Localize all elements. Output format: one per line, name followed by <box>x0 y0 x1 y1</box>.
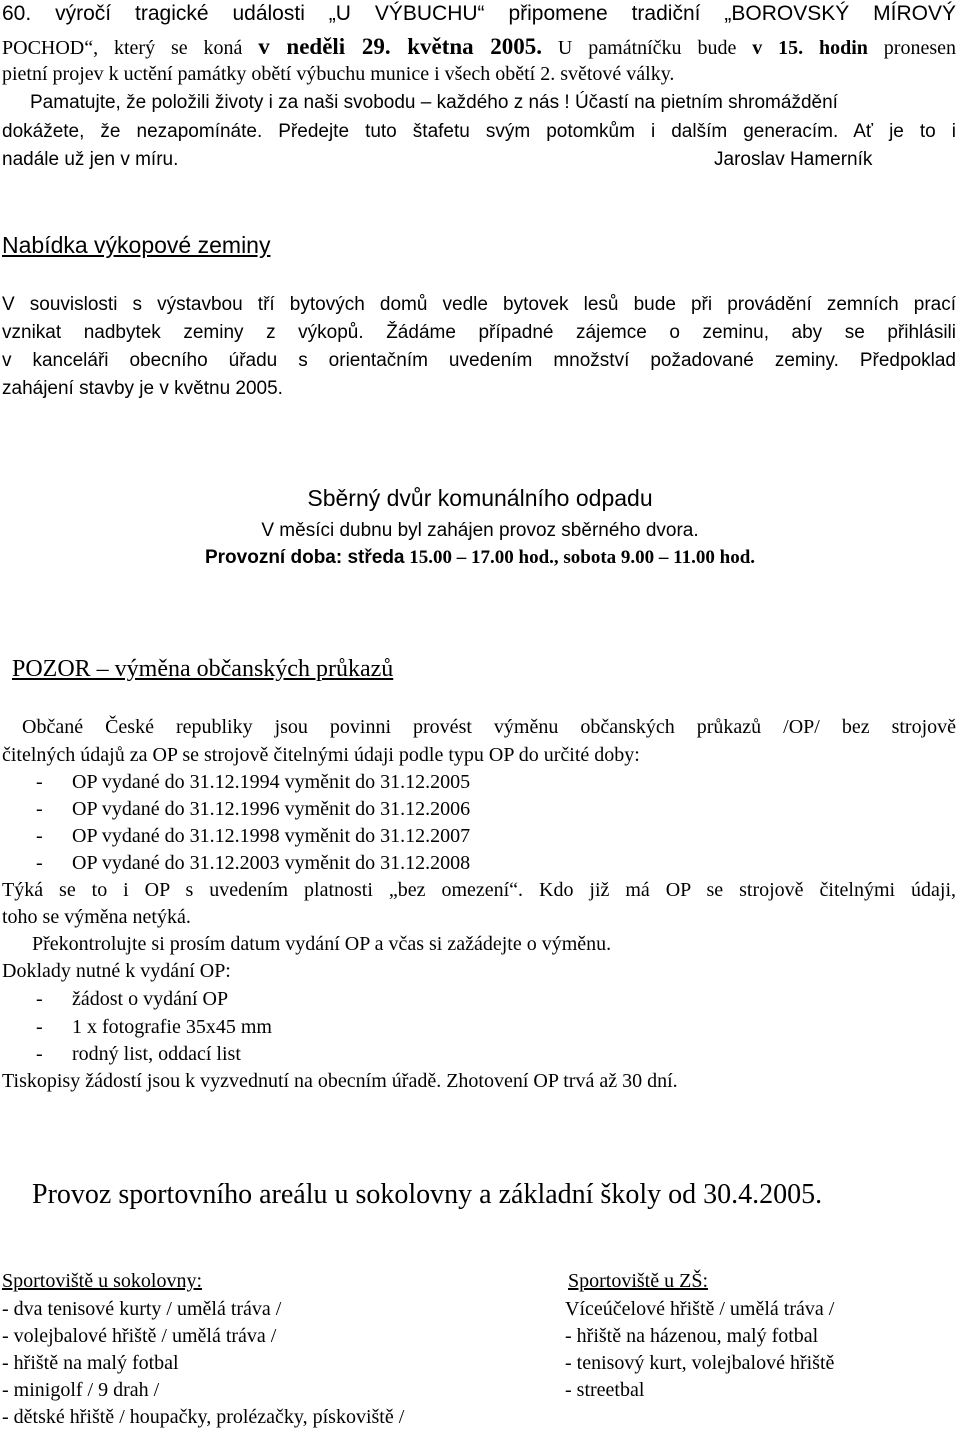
deadline-text: OP vydané do 31.12.1994 vyměnit do 31.12.2005 <box>72 771 471 793</box>
sokolovna-item: - dva tenisové kurty / umělá tráva / <box>2 1298 282 1320</box>
waste-hours <box>0 547 960 569</box>
sokolovna-item: - minigolf / 9 drah / <box>2 1379 160 1401</box>
sokolovna-item: - hřiště na malý fotbal <box>2 1352 179 1374</box>
deadline-text: OP vydané do 31.12.1996 vyměnit do 31.12.2006 <box>72 798 471 820</box>
waste-heading: Sběrný dvůr komunálního odpadu <box>307 485 653 511</box>
explosion-line-6: nadále už jen v míru. <box>2 149 179 170</box>
zs-heading: Sportoviště u ZŠ: <box>568 1270 709 1292</box>
soil-line-4: zahájení stavby je v květnu 2005. <box>2 378 283 399</box>
sokolovna-item: - dětské hřiště / houpačky, prolézačky, pískoviště / <box>2 1406 405 1428</box>
ceremony-time: v 15. hodin <box>752 37 868 59</box>
list-dash: - <box>36 798 43 820</box>
doc-text: žádost o vydání OP <box>72 988 229 1010</box>
deadline-item <box>36 852 470 875</box>
soil-line-2: vznikat nadbytek zeminy z výkopů. Žádáme případné zájemce o zeminu, aby se přihlásili <box>2 322 956 343</box>
waste-line-1: V měsíci dubnu byl zahájen provoz sběrného dvora. <box>261 520 699 541</box>
waste-hours-values: 15.00 – 17.00 hod., sobota 9.00 – 11.00 hod. <box>404 547 756 568</box>
explosion-line-3: pietní projev k uctění památky obětí výbuchu munice i všech obětí 2. světové války. <box>2 63 675 85</box>
docs-heading: Doklady nutné k vydání OP: <box>2 960 231 982</box>
doc-text: 1 x fotografie 35x45 mm <box>72 1016 272 1038</box>
doc-item <box>36 988 228 1011</box>
doc-text: rodný list, oddací list <box>72 1043 241 1065</box>
explosion-line-2-e: pronesen <box>867 37 956 59</box>
explosion-line-2 <box>2 34 956 60</box>
explosion-line-4: Pamatujte, že položili životy i za naši svobodu – každého z nás ! Účastí na pietním shromáždění <box>30 92 838 113</box>
soil-heading: Nabídka výkopové zeminy <box>2 232 271 258</box>
list-dash: - <box>36 825 43 847</box>
soil-line-3: v kanceláři obecního úřadu s orientačním uvedením množství požadované zeminy. Předpoklad <box>2 350 956 371</box>
deadline-text: OP vydané do 31.12.2003 vyměnit do 31.12.2008 <box>72 852 471 874</box>
list-dash: - <box>36 852 43 874</box>
deadline-item <box>36 825 470 848</box>
deadline-item <box>36 798 470 821</box>
list-dash: - <box>36 771 43 793</box>
explosion-line-2-a: POCHOD“, který se koná <box>2 37 259 59</box>
explosion-line-2-c: U památníčku bude <box>542 37 753 59</box>
zs-item: - streetbal <box>565 1379 645 1401</box>
zs-item: - tenisový kurt, volejbalové hřiště <box>565 1352 835 1374</box>
list-dash: - <box>36 1016 43 1038</box>
deadline-item <box>36 771 470 794</box>
id-note-1: Týká se to i OP s uvedením platnosti „bez omezení“. Kdo již má OP se strojově čitelnými údaji, <box>2 879 956 901</box>
explosion-line-5: dokážete, že nezapomínáte. Předejte tuto štafetu svým potomkům i dalším generacím. Ať je to i <box>2 121 956 142</box>
doc-item <box>36 1043 241 1066</box>
soil-line-1: V souvislosti s výstavbou tří bytových domů vedle bytovek lesů bude při provádění zemních prací <box>2 294 956 315</box>
march-date: v neděli 29. května 2005. <box>258 34 543 59</box>
list-dash: - <box>36 1043 43 1065</box>
sokolovna-heading: Sportoviště u sokolovny: <box>2 1270 203 1292</box>
signature: Jaroslav Hamerník <box>714 149 873 170</box>
id-footer: Tiskopisy žádostí jsou k vyzvednutí na obecním úřadě. Zhotovení OP trvá až 30 dní. <box>2 1070 678 1092</box>
id-check: Překontrolujte si prosím datum vydání OP a včas si zažádejte o výměnu. <box>32 933 612 955</box>
waste-hours-label: Provozní doba: středa <box>204 547 405 568</box>
id-intro-1: Občané České republiky jsou povinni provést výměnu občanských průkazů /OP/ bez strojově <box>22 716 956 738</box>
id-intro-2: čitelných údajů za OP se strojově čitelnými údaji podle typu OP do určité doby: <box>2 744 640 766</box>
sokolovna-item: - volejbalové hřiště / umělá tráva / <box>2 1325 277 1347</box>
explosion-line-1: 60. výročí tragické události „U VÝBUCHU“ připomene tradiční „BOROVSKÝ MÍROVÝ <box>2 2 956 25</box>
deadline-text: OP vydané do 31.12.1998 vyměnit do 31.12.2007 <box>72 825 471 847</box>
zs-item: - hřiště na házenou, malý fotbal <box>565 1325 819 1347</box>
id-heading: POZOR – výměna občanských průkazů <box>12 656 394 682</box>
doc-item <box>36 1016 272 1039</box>
sports-heading: Provoz sportovního areálu u sokolovny a základní školy od 30.4.2005. <box>32 1179 823 1210</box>
list-dash: - <box>36 988 43 1010</box>
id-note-2: toho se výměna netýká. <box>2 906 191 928</box>
zs-item: Víceúčelové hřiště / umělá tráva / <box>565 1298 835 1320</box>
